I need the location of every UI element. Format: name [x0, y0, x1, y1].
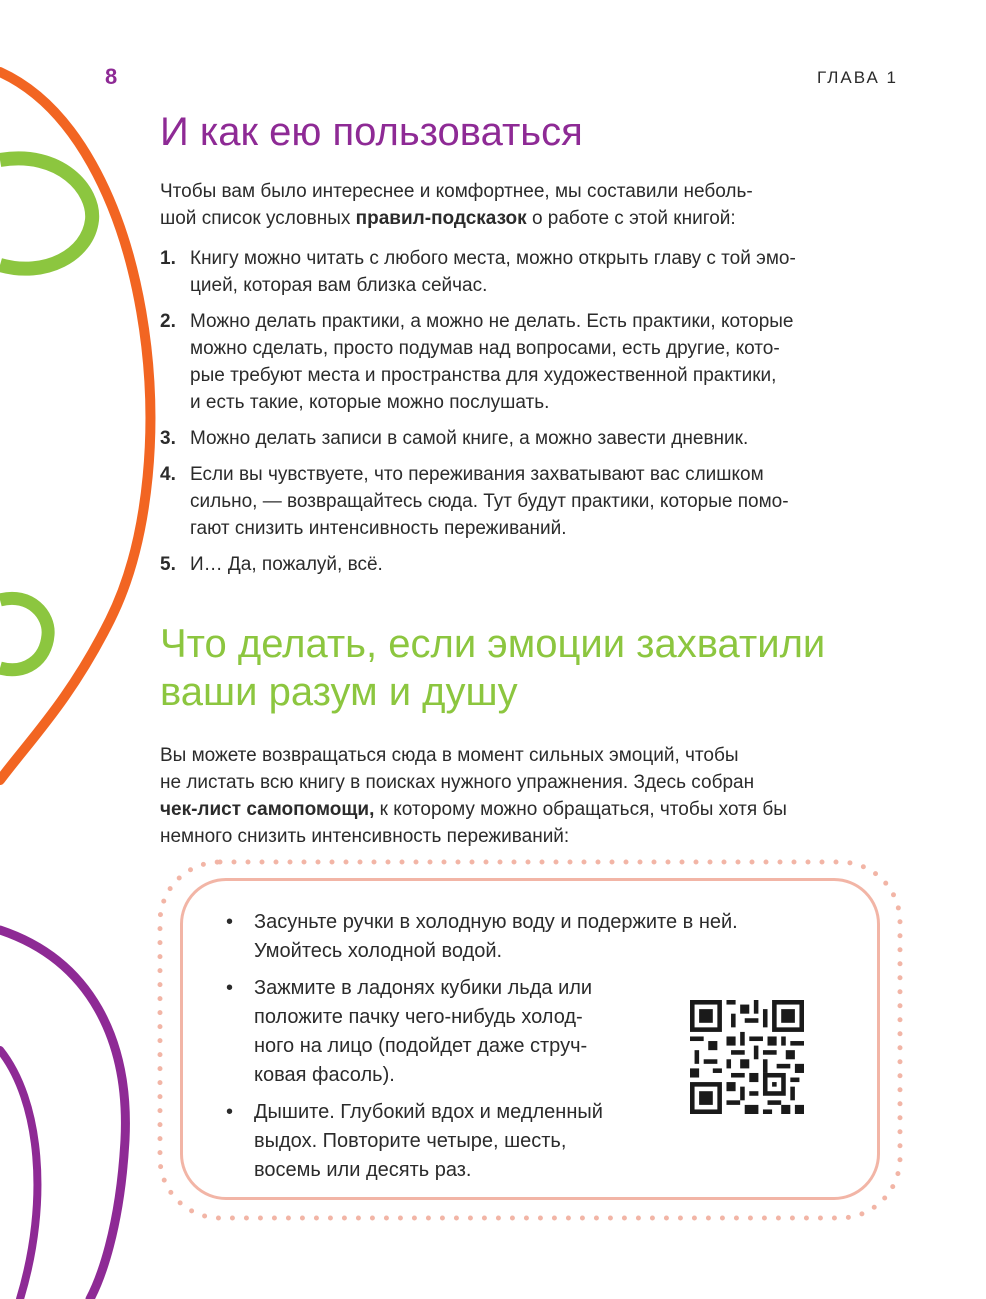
rule-number: 4.: [160, 464, 176, 485]
rule-line: цией, которая вам близка сейчас.: [190, 275, 488, 296]
paragraph-line: немного снизить интенсивность переживаний:: [160, 826, 570, 847]
bullet-icon: •: [226, 977, 234, 999]
rule-line: Книгу можно читать с любого места, можно открыть главу с той эмо-: [190, 248, 796, 269]
rule-line: рые требуют места и пространства для художественной практики,: [190, 365, 777, 386]
bullet-icon: •: [226, 911, 234, 933]
qr-code-icon[interactable]: [690, 1000, 804, 1114]
intro-line: Чтобы вам было интереснее и комфортнее, мы составили неболь-: [160, 181, 753, 202]
checklist-line: Зажмите в ладонях кубики льда или: [254, 977, 593, 999]
rule-number: 3.: [160, 428, 176, 449]
rule-line: И… Да, пожалуй, всё.: [190, 554, 383, 575]
section-title-line: ваши разум и душу: [160, 670, 518, 714]
rule-line: и есть такие, которые можно послушать.: [190, 392, 550, 413]
rule-number: 5.: [160, 554, 176, 575]
paragraph-text: к которому можно обращаться, чтобы хотя бы: [374, 799, 787, 820]
section-title-how-to-use: И как ею пользоваться: [160, 110, 583, 154]
rule-number: 2.: [160, 311, 176, 332]
section-title-line: Что делать, если эмоции захватили: [160, 622, 826, 666]
checklist-bold-term: чек-лист самопомощи,: [160, 799, 375, 820]
rule-line: Можно делать практики, а можно не делать. Есть практики, которые: [190, 311, 794, 332]
intro-text: о работе с этой книгой:: [526, 208, 736, 229]
checklist-line: Засуньте ручки в холодную воду и подержите в ней.: [254, 911, 738, 933]
checklist-line: Дышите. Глубокий вдох и медленный: [254, 1101, 603, 1123]
checklist-line: ного на лицо (подойдет даже струч-: [254, 1035, 588, 1057]
rule-line: можно сделать, просто подумав над вопросами, есть другие, кото-: [190, 338, 780, 359]
intro-text: шой список условных: [160, 208, 356, 229]
intro-bold: правил-подсказок: [355, 208, 527, 229]
self-help-checklist: [222, 908, 738, 1193]
rule-line: гают снизить интенсивность переживаний.: [190, 518, 567, 539]
checklist-line: восемь или десять раз.: [254, 1159, 472, 1181]
rule-number: 1.: [160, 248, 176, 269]
rule-line: Если вы чувствуете, что переживания захватывают вас слишком: [190, 464, 764, 485]
rule-line: Можно делать записи в самой книге, а можно завести дневник.: [190, 428, 749, 449]
checklist-item: [222, 908, 738, 966]
checklist-line: ковая фасоль).: [254, 1064, 395, 1086]
chapter-label: ГЛАВА 1: [816, 68, 898, 87]
checklist-line: выдох. Повторите четыре, шесть,: [254, 1130, 567, 1152]
checklist-item: [222, 974, 662, 1090]
bullet-icon: •: [226, 1101, 234, 1123]
paragraph-line: Вы можете возвращаться сюда в момент сильных эмоций, чтобы: [160, 745, 739, 766]
rule-line: сильно, — возвращайтесь сюда. Тут будут практики, которые помо-: [190, 491, 789, 512]
checklist-line: положите пачку чего-нибудь холод-: [254, 1006, 583, 1028]
paragraph-line: не листать всю книгу в поисках нужного упражнения. Здесь собран: [160, 772, 755, 793]
page-number: 8: [105, 64, 118, 89]
checklist-line: Умойтесь холодной водой.: [254, 940, 503, 962]
checklist-item: [222, 1098, 662, 1185]
